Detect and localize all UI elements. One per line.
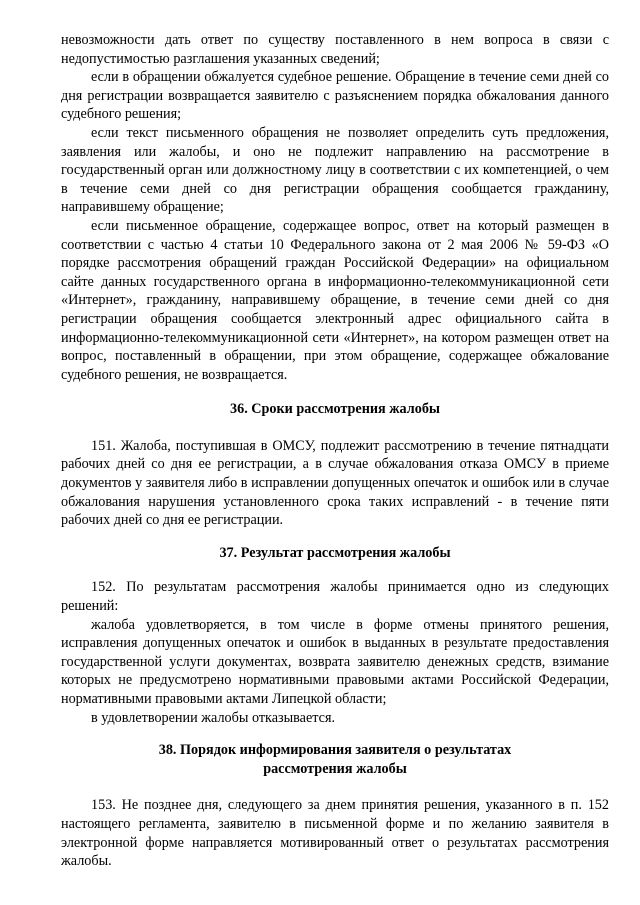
paragraph-internet-answer: если письменное обращение, содержащее вопрос, ответ на который размещен в соответствии с частью 4 статьи 10 Федерального закона от 2 мая 2006 № 59-ФЗ «О порядке рассмотрения обращений граждан Российской Федерации» на официальном сайте данных государственного органа в информационно-телекоммуникационной сети «Интернет», гражданину, направившему обращение, в течение семи дней со дня регистрации обращения сообщается электронный адрес официального сайта в информационно-телекоммуникационной сети «Интернет», на котором размещен ответ на вопрос, поставленный в обращении, при этом обращение, содержащее обжалование судебного решения, не возвращается. [61, 217, 609, 383]
section-heading-38-line2: рассмотрения жалобы [263, 760, 407, 777]
section-heading-38 [61, 741, 609, 778]
document-page [61, 31, 609, 871]
section-heading-36: 36. Сроки рассмотрения жалобы [230, 401, 440, 418]
paragraph-152-satisfied: жалоба удовлетворяется, в том числе в форме отмены принятого решения, исправления допущенных опечаток и ошибок в выданных в результате предоставления государственной услуги документах, возврата заявителю денежных средств, взимание которых не предусмотрено нормативными правовыми актами Российской Федерации, нормативными правовыми актами Липецкой области; [61, 616, 609, 707]
paragraph-151: 151. Жалоба, поступившая в ОМСУ, подлежит рассмотрению в течение пятнадцати рабочих дней со дня ее регистрации, а в случае обжалования отказа ОМСУ в приеме документов у заявителя либо в исправлении допущенных опечаток и ошибок или в случае обжалования нарушения установленного срока таких исправлений - в течение пяти рабочих дней со дня ее регистрации. [61, 437, 609, 529]
paragraph-unreadable-text: если текст письменного обращения не позволяет определить суть предложения, заявления или жалобы, и оно не подлежит направлению на рассмотрение в государственный орган или должностному лицу в соответствии с их компетенцией, о чем в течение семи дней со дня регистрации обращения сообщается гражданину, направившему обращение; [61, 124, 609, 216]
paragraph-court-decision: если в обращении обжалуется судебное решение. Обращение в течение семи дней со дня регистрации возвращается заявителю с разъяснением порядка обжалования данного судебного решения; [61, 69, 609, 123]
paragraph-continuation: невозможности дать ответ по существу поставленного в нем вопроса в связи с недопустимостью разглашения указанных сведений; [61, 32, 609, 67]
section-heading-38-line1: 38. Порядок информирования заявителя о результатах [158, 742, 512, 759]
section-heading-37: 37. Результат рассмотрения жалобы [219, 544, 451, 561]
paragraph-152: 152. По результатам рассмотрения жалобы принимается одно из следующих решений: [61, 579, 609, 615]
paragraph-153: 153. Не позднее дня, следующего за днем принятия решения, указанного в п. 152 настоящего регламента, заявителю в письменной форме и по желанию заявителя в электронной форме направляется мотивированный ответ о результатах рассмотрения жалобы. [61, 797, 609, 870]
paragraph-152-refused: в удовлетворении жалобы отказывается. [91, 709, 336, 726]
